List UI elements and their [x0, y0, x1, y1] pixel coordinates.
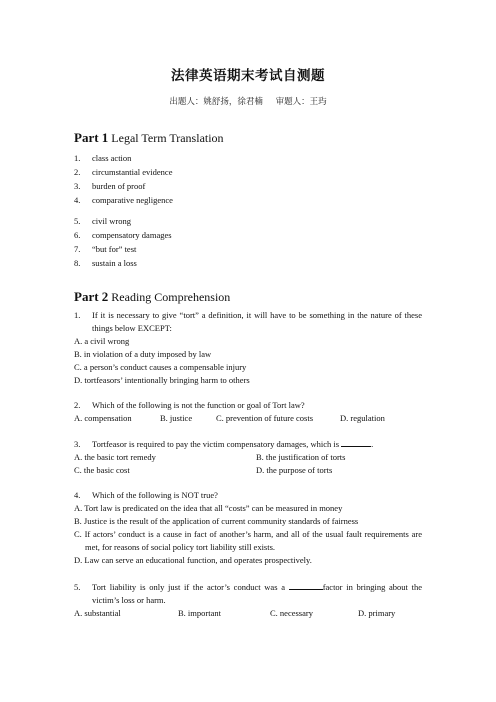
answer-option: D. Law can serve an educational function, and operates prospectively.	[74, 555, 312, 565]
question-stem: 3. Tortfeasor is required to pay the victim compensatory damages, which is .	[74, 439, 374, 449]
answer-option: C. a person’s conduct causes a compensable injury	[74, 362, 247, 372]
setter-label: 出题人：姚舒扬，徐君楠	[169, 97, 263, 107]
answer-option: C. prevention of future costs	[216, 413, 314, 423]
answer-row	[74, 451, 422, 464]
answer-option: B. justice	[160, 413, 193, 423]
part1-number: Part 1	[74, 130, 109, 145]
term-item: 7. “but for” test	[74, 244, 137, 254]
part2-heading	[74, 289, 230, 305]
question-stem: 5. Tort liability is only just if the actor’s conduct was a factor in bringing about the victim’s loss or harm.	[74, 582, 422, 605]
answer-option: B. the justification of torts	[256, 452, 346, 462]
answer-option: D. primary	[358, 608, 396, 618]
term-list-a	[74, 151, 173, 207]
term-item: 1. class action	[74, 153, 132, 163]
answer-option: A. Tort law is predicated on the idea that all “costs” can be measured in money	[74, 503, 343, 513]
question-2	[74, 399, 422, 425]
answer-option: B. in violation of a duty imposed by law	[74, 349, 212, 359]
part1-heading	[74, 130, 224, 146]
term-item: 4. comparative negligence	[74, 195, 173, 205]
term-item: 6. compensatory damages	[74, 230, 172, 240]
answer-option: A. the basic tort remedy	[74, 452, 156, 462]
answer-row	[74, 464, 422, 477]
part2-title: Reading Comprehension	[111, 290, 231, 304]
term-item: 8. sustain a loss	[74, 258, 137, 268]
question-1	[74, 309, 422, 387]
answer-option: D. the purpose of torts	[256, 465, 333, 475]
answer-option: D. tortfeasors’ intentionally bringing harm to others	[74, 375, 250, 385]
answer-option: C. If actors’ conduct is a cause in fact of another’s harm, and all of the usual fault requirements are met, for reasons of social policy tort liability still exists.	[74, 529, 422, 552]
question-5	[74, 580, 422, 620]
part1-title: Legal Term Translation	[111, 131, 224, 145]
answer-option: A. a civil wrong	[74, 336, 130, 346]
term-item: 5. civil wrong	[74, 216, 131, 226]
question-stem: 1. If it is necessary to give “tort” a definition, it will have to be something in the nature of these things below EXCEPT:	[74, 310, 422, 333]
reviewer-label: 审题人：王玙	[275, 97, 327, 107]
answer-option: C. necessary	[270, 608, 313, 618]
question-3	[74, 437, 422, 477]
question-stem: 2. Which of the following is not the function or goal of Tort law?	[74, 400, 305, 410]
question-4	[74, 489, 422, 567]
term-item: 2. circumstantial evidence	[74, 167, 173, 177]
answer-blank	[341, 437, 371, 447]
question-stem: 4. Which of the following is NOT true?	[74, 490, 218, 500]
answer-row	[74, 412, 422, 425]
page-title: 法律英语期末考试自测题	[171, 68, 325, 84]
answer-row	[74, 607, 422, 620]
answer-option: D. regulation	[340, 413, 385, 423]
term-list-b	[74, 214, 172, 270]
part2-number: Part 2	[74, 289, 109, 304]
answer-option: A. compensation	[74, 413, 132, 423]
answer-option: C. the basic cost	[74, 465, 130, 475]
answer-option: B. Justice is the result of the application of current community standards of fairness	[74, 516, 359, 526]
answer-option: A. substantial	[74, 608, 121, 618]
answer-blank	[289, 580, 323, 590]
author-line	[0, 95, 496, 107]
answer-option: B. important	[178, 608, 221, 618]
term-item: 3. burden of proof	[74, 181, 146, 191]
